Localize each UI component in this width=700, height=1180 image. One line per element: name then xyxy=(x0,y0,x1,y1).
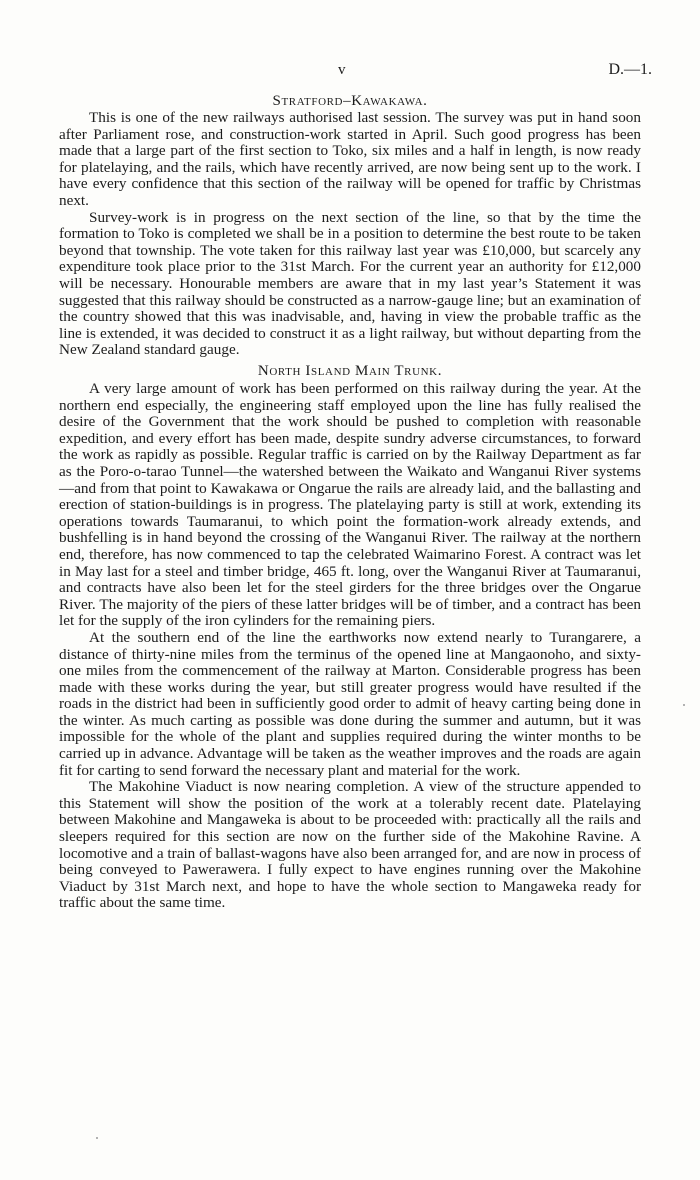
paper-speck xyxy=(683,704,685,706)
section-heading-stratford-kawakawa: Stratford–Kawakawa. xyxy=(272,93,428,109)
page-number: v xyxy=(338,62,346,78)
paragraph: At the southern end of the line the earthworks now extend nearly to Turangarere, a distance of thirty-nine miles from the terminus of the opened line at Mangaonoho, and sixty-one miles from the commencement of the railway at Marton. Considerable progress has been made with these works during the year, but still greater progress would have resulted if the roads in the district had been in sufficiently good order to admit of heavy carting being done in the winter. As much carting as possible was done during the summer and autumn, but it was impossible for the whole of the plant and supplies required during the winter months to be carried up in advance. Advantage will be taken as the weather improves and the roads are again fit for carting to send forward the necessary plant and material for the work. xyxy=(59,628,641,779)
document-reference: D.—1. xyxy=(608,61,652,78)
paragraph: The Makohine Viaduct is now nearing completion. A view of the structure appended to this Statement will show the position of the work at a tolerably recent date. Platelaying between Makohine and Mangaweka is about to be proceeded with: practically all the rails and sleepers required for this section are now on the further side of the Makohine Ravine. A locomotive and a train of ballast-wagons have also been arranged for, and are now in process of being conveyed to Pawerawera. I fully expect to have engines running over the Makohine Viaduct by 31st March next, and hope to have the whole section to Mangaweka ready for traffic about the same time. xyxy=(59,778,641,912)
section-body-north-island-main-trunk xyxy=(59,381,641,912)
paragraph: This is one of the new railways authorised last session. The survey was put in hand soon after Parliament rose, and construction-work started in April. Such good progress has been made that a large part of the first section to Toko, six miles and a half in length, is now ready for platelaying, and the rails, which have recently arrived, are now being sent up to the work. I have every confidence that this section of the railway will be opened for traffic by Christmas next. xyxy=(59,109,641,209)
section-body-stratford-kawakawa xyxy=(59,110,641,359)
paper-speck xyxy=(96,1137,98,1139)
paragraph: A very large amount of work has been performed on this railway during the year. At the northern end especially, the engineering staff employed upon the line has fully realised the desire of the Government that the work should be pushed to completion with reasonable expedition, and every effort has been made, despite sundry adverse circumstances, to forward the work as rapidly as possible. Regular traffic is carried on by the Railway Department as far as the Poro-o-tarao Tunnel—the watershed between the Waikato and Wanganui River systems—and from that point to Kawakawa or Ongarue the rails are already laid, and the ballasting and erection of station-buildings is in progress. The platelaying party is still at work, extending its operations towards Taumaranui, to which point the formation-work already extends, and bushfelling is in hand beyond the crossing of the Wanganui River. The railway at the northern end, therefore, has now commenced to tap the celebrated Waimarino Forest. A contract was let in May last for a steel and timber bridge, 465 ft. long, over the Wanganui River at Taumaranui, and contracts have also been let for the steel girders for the three bridges over the Ongarue River. The majority of the piers of these latter bridges will be of timber, and a contract has been let for the supply of the iron cylinders for the remaining piers. xyxy=(59,380,641,630)
section-heading-north-island-main-trunk: North Island Main Trunk. xyxy=(257,363,443,379)
paragraph: Survey-work is in progress on the next section of the line, so that by the time the formation to Toko is completed we shall be in a position to determine the best route to be taken beyond that township. The vote taken for this railway last year was £10,000, but scarcely any expenditure took place prior to the 31st March. For the current year an authority for £12,000 will be necessary. Honourable members are aware that in my last year’s Statement it was suggested that this railway should be constructed as a narrow-gauge line; but an examination of the country showed that this was inadvisable, and, having in view the probable traffic as the line is extended, it was decided to construct it as a light railway, but without departing from the New Zealand standard gauge. xyxy=(59,208,641,359)
